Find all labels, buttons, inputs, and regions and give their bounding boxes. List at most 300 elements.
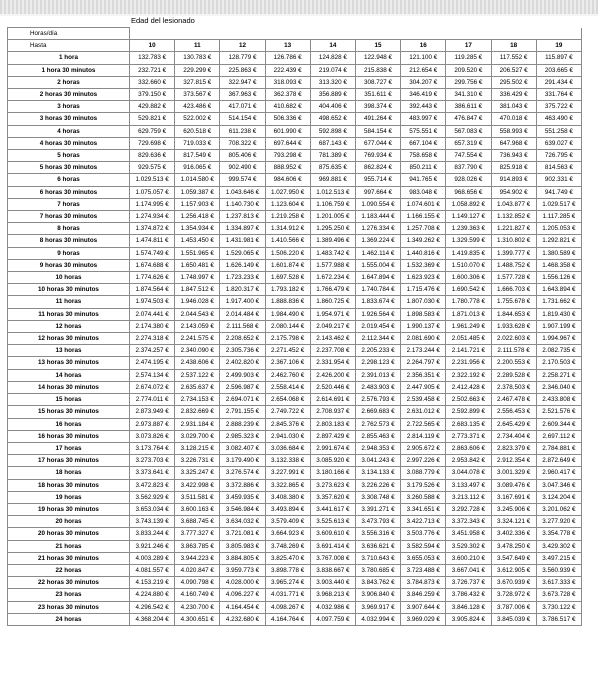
table-cell: 1.529.065 € <box>220 247 265 259</box>
table-cell: 232.721 € <box>130 64 175 76</box>
table-cell: 1.844.653 € <box>491 308 536 320</box>
table-cell: 3.422.713 € <box>401 516 446 528</box>
table-cell: 2.044.543 € <box>175 308 220 320</box>
table-row <box>8 89 582 101</box>
table-cell: 1.474.811 € <box>130 235 175 247</box>
table-cell: 3.833.244 € <box>130 528 175 540</box>
table-cell: 1.626.149 € <box>220 259 265 271</box>
table-cell: 551.258 € <box>536 125 581 137</box>
table-row <box>8 516 582 528</box>
table-cell: 1.647.894 € <box>355 272 400 284</box>
age-header: 15 <box>355 40 400 52</box>
table-cell: 1.380.589 € <box>536 247 581 259</box>
table-cell: 410.682 € <box>265 101 310 113</box>
table-cell: 1.577.728 € <box>491 272 536 284</box>
table-cell: 1.043.877 € <box>491 198 536 210</box>
table-cell: 2.855.463 € <box>355 430 400 442</box>
table-row <box>8 150 582 162</box>
table-cell: 1.256.418 € <box>175 211 220 223</box>
table-cell: 2.170.503 € <box>536 357 581 369</box>
table-cell: 1.314.912 € <box>265 223 310 235</box>
age-header: 19 <box>536 40 581 52</box>
table-cell: 3.786.432 € <box>446 589 491 601</box>
table-cell: 888.952 € <box>265 162 310 174</box>
table-cell: 1.201.005 € <box>310 211 355 223</box>
row-label: 8 horas <box>8 223 130 235</box>
row-label: 1 hora 30 minutos <box>8 64 130 76</box>
table-cell: 814.563 € <box>536 162 581 174</box>
table-cell: 1.926.564 € <box>355 308 400 320</box>
table-cell: 2.374.257 € <box>130 345 175 357</box>
table-cell: 225.863 € <box>220 64 265 76</box>
row-label: 6 horas 30 minutos <box>8 186 130 198</box>
table-cell: 1.555.004 € <box>355 259 400 271</box>
table-cell: 386.611 € <box>446 101 491 113</box>
table-cell: 1.780.778 € <box>446 296 491 308</box>
table-cell: 1.933.628 € <box>491 320 536 332</box>
table-cell: 4.003.289 € <box>130 552 175 564</box>
table-cell: 2.022.603 € <box>491 333 536 345</box>
table-cell: 3.324.121 € <box>491 516 536 528</box>
header-row-ages <box>8 40 582 52</box>
table-cell: 3.041.243 € <box>355 455 400 467</box>
table-cell: 2.049.217 € <box>310 320 355 332</box>
table-cell: 1.731.662 € <box>536 296 581 308</box>
table-cell: 2.143.462 € <box>310 333 355 345</box>
table-cell: 3.134.133 € <box>355 467 400 479</box>
table-cell: 1.672.234 € <box>310 272 355 284</box>
table-cell: 3.903.440 € <box>310 577 355 589</box>
table-cell: 3.373.641 € <box>130 467 175 479</box>
table-cell: 677.044 € <box>355 137 400 149</box>
table-cell: 3.905.824 € <box>446 613 491 625</box>
table-cell: 1.292.821 € <box>536 235 581 247</box>
table-cell: 726.795 € <box>536 150 581 162</box>
row-label: 17 horas <box>8 442 130 454</box>
table-cell: 2.537.122 € <box>175 369 220 381</box>
row-label: 9 horas <box>8 247 130 259</box>
table-cell: 1.674.688 € <box>130 259 175 271</box>
table-cell: 1.984.490 € <box>265 308 310 320</box>
table-cell: 817.549 € <box>175 150 220 162</box>
row-label: 16 horas <box>8 418 130 430</box>
table-cell: 2.683.135 € <box>446 418 491 430</box>
table-cell: 2.635.637 € <box>175 381 220 393</box>
table-cell: 3.213.112 € <box>446 491 491 503</box>
table-row <box>8 503 582 515</box>
table-cell: 2.289.528 € <box>491 369 536 381</box>
table-cell: 3.582.594 € <box>401 540 446 552</box>
table-cell: 4.081.557 € <box>130 564 175 576</box>
row-label: 15 horas 30 minutos <box>8 406 130 418</box>
table-cell: 4.032.986 € <box>310 601 355 613</box>
table-cell: 341.310 € <box>446 89 491 101</box>
table-cell: 2.322.192 € <box>446 369 491 381</box>
table-cell: 2.722.565 € <box>401 418 446 430</box>
table-cell: 2.991.674 € <box>310 442 355 454</box>
table-cell: 601.990 € <box>265 125 310 137</box>
table-cell: 375.722 € <box>536 101 581 113</box>
table-cell: 1.239.363 € <box>446 223 491 235</box>
row-label: 22 horas 30 minutos <box>8 577 130 589</box>
age-header: 17 <box>446 40 491 52</box>
table-cell: 667.104 € <box>401 137 446 149</box>
table-cell: 4.224.880 € <box>130 589 175 601</box>
table-cell: 2.592.899 € <box>446 406 491 418</box>
table-cell: 825.918 € <box>491 162 536 174</box>
table-cell: 2.888.239 € <box>220 418 265 430</box>
table-cell: 404.406 € <box>310 101 355 113</box>
table-cell: 3.227.991 € <box>265 467 310 479</box>
row-label: 17 horas 30 minutos <box>8 455 130 467</box>
table-cell: 902.490 € <box>220 162 265 174</box>
table-cell: 3.636.621 € <box>355 540 400 552</box>
table-cell: 1.329.599 € <box>446 235 491 247</box>
table-row <box>8 162 582 174</box>
table-cell: 2.143.059 € <box>175 320 220 332</box>
table-cell: 2.694.071 € <box>220 394 265 406</box>
table-cell: 2.231.956 € <box>446 357 491 369</box>
table-cell: 4.031.771 € <box>265 589 310 601</box>
table-row <box>8 101 582 113</box>
table-cell: 968.656 € <box>446 186 491 198</box>
row-label: 3 horas 30 minutos <box>8 113 130 125</box>
table-cell: 322.947 € <box>220 76 265 88</box>
table-cell: 222.439 € <box>265 64 310 76</box>
table-cell: 1.755.678 € <box>491 296 536 308</box>
compensation-table <box>7 27 582 626</box>
table-cell: 3.965.274 € <box>265 577 310 589</box>
table-cell: 4.230.700 € <box>175 601 220 613</box>
table-cell: 3.089.476 € <box>491 479 536 491</box>
table-cell: 2.669.683 € <box>355 406 400 418</box>
table-cell: 2.074.441 € <box>130 308 175 320</box>
table-cell: 1.295.250 € <box>310 223 355 235</box>
table-cell: 3.073.826 € <box>130 430 175 442</box>
table-cell: 362.378 € <box>265 89 310 101</box>
table-row <box>8 272 582 284</box>
table-cell: 1.574.749 € <box>130 247 175 259</box>
table-row <box>8 467 582 479</box>
table-cell: 997.664 € <box>355 186 400 198</box>
age-group-label: Edad del lesionado <box>131 16 195 25</box>
table-cell: 1.488.752 € <box>491 259 536 271</box>
table-cell: 299.756 € <box>446 76 491 88</box>
table-cell: 3.743.139 € <box>130 516 175 528</box>
table-cell: 2.467.478 € <box>491 394 536 406</box>
table-cell: 122.948 € <box>355 52 400 64</box>
table-row <box>8 418 582 430</box>
table-cell: 498.652 € <box>310 113 355 125</box>
table-row <box>8 235 582 247</box>
table-cell: 1.221.827 € <box>491 223 536 235</box>
table-cell: 736.943 € <box>491 150 536 162</box>
table-row <box>8 540 582 552</box>
table-cell: 3.634.032 € <box>220 516 265 528</box>
table-cell: 1.183.444 € <box>355 211 400 223</box>
table-cell: 1.399.777 € <box>491 247 536 259</box>
table-cell: 1.860.725 € <box>310 296 355 308</box>
table-cell: 3.748.269 € <box>265 540 310 552</box>
table-cell: 3.372.343 € <box>446 516 491 528</box>
table-cell: 1.059.387 € <box>175 186 220 198</box>
table-cell: 1.807.030 € <box>401 296 446 308</box>
table-cell: 115.897 € <box>536 52 581 64</box>
table-cell: 916.065 € <box>175 162 220 174</box>
table-cell: 423.486 € <box>175 101 220 113</box>
age-header: 12 <box>220 40 265 52</box>
row-label: 10 horas 30 minutos <box>8 284 130 296</box>
table-cell: 3.907.644 € <box>401 601 446 613</box>
table-cell: 2.274.318 € <box>130 333 175 345</box>
table-cell: 219.074 € <box>310 64 355 76</box>
table-cell: 2.173.244 € <box>401 345 446 357</box>
table-cell: 3.493.894 € <box>265 503 310 515</box>
table-cell: 781.389 € <box>310 150 355 162</box>
table-cell: 3.441.617 € <box>310 503 355 515</box>
table-cell: 2.208.652 € <box>220 333 265 345</box>
table-cell: 356.889 € <box>310 89 355 101</box>
table-cell: 1.723.233 € <box>220 272 265 284</box>
table-cell: 1.274.934 € <box>130 211 175 223</box>
table-cell: 983.048 € <box>401 186 446 198</box>
row-label: 13 horas <box>8 345 130 357</box>
row-label: 18 horas 30 minutos <box>8 479 130 491</box>
table-cell: 2.412.428 € <box>446 381 491 393</box>
table-cell: 2.708.937 € <box>310 406 355 418</box>
table-cell: 3.260.588 € <box>401 491 446 503</box>
table-cell: 1.551.965 € <box>175 247 220 259</box>
table-cell: 4.090.798 € <box>175 577 220 589</box>
table-cell: 304.207 € <box>401 76 446 88</box>
table-cell: 1.601.874 € <box>265 259 310 271</box>
table-cell: 747.554 € <box>446 150 491 162</box>
table-cell: 2.873.949 € <box>130 406 175 418</box>
table-cell: 2.521.576 € <box>536 406 581 418</box>
table-cell: 3.201.062 € <box>536 503 581 515</box>
table-cell: 1.440.816 € <box>401 247 446 259</box>
table-cell: 2.931.184 € <box>175 418 220 430</box>
row-label: 13 horas 30 minutos <box>8 357 130 369</box>
table-cell: 3.547.649 € <box>491 552 536 564</box>
table-cell: 3.730.122 € <box>536 601 581 613</box>
table-cell: 1.419.835 € <box>446 247 491 259</box>
table-cell: 3.884.805 € <box>220 552 265 564</box>
table-cell: 567.083 € <box>446 125 491 137</box>
header-row-top <box>8 28 582 40</box>
table-cell: 3.653.034 € <box>130 503 175 515</box>
table-cell: 3.906.840 € <box>355 589 400 601</box>
table-cell: 1.577.988 € <box>310 259 355 271</box>
table-cell: 2.749.722 € <box>265 406 310 418</box>
table-cell: 291.434 € <box>536 76 581 88</box>
table-cell: 506.336 € <box>265 113 310 125</box>
table-cell: 2.111.578 € <box>491 345 536 357</box>
table-cell: 332.660 € <box>130 76 175 88</box>
row-label: 4 horas <box>8 125 130 137</box>
table-cell: 3.612.905 € <box>491 564 536 576</box>
table-cell: 2.438.606 € <box>175 357 220 369</box>
table-cell: 3.167.691 € <box>491 491 536 503</box>
row-label: 10 horas <box>8 272 130 284</box>
table-row <box>8 613 582 625</box>
table-cell: 2.447.905 € <box>401 381 446 393</box>
table-cell: 3.728.972 € <box>491 589 536 601</box>
table-cell: 2.298.123 € <box>355 357 400 369</box>
row-label: 23 horas 30 minutos <box>8 601 130 613</box>
table-row <box>8 442 582 454</box>
table-cell: 2.019.454 € <box>355 320 400 332</box>
table-cell: 2.520.446 € <box>310 381 355 393</box>
table-cell: 629.759 € <box>130 125 175 137</box>
table-cell: 3.691.414 € <box>310 540 355 552</box>
table-cell: 3.044.078 € <box>446 467 491 479</box>
table-cell: 470.018 € <box>491 113 536 125</box>
row-label: 14 horas <box>8 369 130 381</box>
table-cell: 327.815 € <box>175 76 220 88</box>
table-cell: 3.292.728 € <box>446 503 491 515</box>
table-cell: 3.968.213 € <box>310 589 355 601</box>
table-cell: 3.341.651 € <box>401 503 446 515</box>
table-cell: 367.963 € <box>220 89 265 101</box>
table-cell: 3.673.728 € <box>536 589 581 601</box>
table-cell: 2.080.144 € <box>265 320 310 332</box>
age-header: 16 <box>401 40 446 52</box>
table-cell: 3.088.779 € <box>401 467 446 479</box>
table-cell: 1.166.155 € <box>401 211 446 223</box>
table-cell: 2.872.649 € <box>536 455 581 467</box>
table-cell: 336.429 € <box>491 89 536 101</box>
table-cell: 3.036.684 € <box>265 442 310 454</box>
row-label: 19 horas 30 minutos <box>8 503 130 515</box>
row-label: 7 horas <box>8 198 130 210</box>
table-cell: 1.140.730 € <box>220 198 265 210</box>
table-row <box>8 174 582 186</box>
table-cell: 1.029.513 € <box>130 174 175 186</box>
table-cell: 476.847 € <box>446 113 491 125</box>
table-cell: 3.845.039 € <box>491 613 536 625</box>
table-cell: 3.422.998 € <box>175 479 220 491</box>
table-cell: 1.556.126 € <box>536 272 581 284</box>
table-cell: 2.237.708 € <box>310 345 355 357</box>
table-cell: 2.614.691 € <box>310 394 355 406</box>
table-cell: 1.431.981 € <box>220 235 265 247</box>
table-cell: 639.027 € <box>536 137 581 149</box>
table-cell: 1.483.742 € <box>310 247 355 259</box>
row-label: 14 horas 30 minutos <box>8 381 130 393</box>
table-cell: 3.179.490 € <box>220 455 265 467</box>
table-cell: 491.264 € <box>355 113 400 125</box>
table-cell: 3.959.773 € <box>220 564 265 576</box>
table-cell: 3.921.246 € <box>130 540 175 552</box>
table-row <box>8 455 582 467</box>
table-cell: 2.773.371 € <box>446 430 491 442</box>
table-cell: 2.258.271 € <box>536 369 581 381</box>
table-cell: 4.160.749 € <box>175 589 220 601</box>
table-cell: 1.205.053 € <box>536 223 581 235</box>
table-cell: 3.451.958 € <box>446 528 491 540</box>
table-cell: 2.912.354 € <box>491 455 536 467</box>
table-cell: 3.277.920 € <box>536 516 581 528</box>
table-cell: 1.990.137 € <box>401 320 446 332</box>
table-cell: 2.574.134 € <box>130 369 175 381</box>
table-cell: 2.654.068 € <box>265 394 310 406</box>
table-cell: 1.219.258 € <box>265 211 310 223</box>
table-cell: 3.688.745 € <box>175 516 220 528</box>
table-cell: 3.372.886 € <box>220 479 265 491</box>
row-label: 12 horas <box>8 320 130 332</box>
table-row <box>8 491 582 503</box>
table-row <box>8 52 582 64</box>
table-row <box>8 64 582 76</box>
table-row <box>8 296 582 308</box>
table-row <box>8 369 582 381</box>
table-cell: 1.074.601 € <box>401 198 446 210</box>
table-cell: 3.029.700 € <box>175 430 220 442</box>
table-cell: 4.300.651 € <box>175 613 220 625</box>
row-label: 20 horas <box>8 516 130 528</box>
table-cell: 1.874.564 € <box>130 284 175 296</box>
table-cell: 1.027.950 € <box>265 186 310 198</box>
table-cell: 4.164.764 € <box>265 613 310 625</box>
table-cell: 2.340.090 € <box>175 345 220 357</box>
table-cell: 1.833.674 € <box>355 296 400 308</box>
table-cell: 1.847.512 € <box>175 284 220 296</box>
table-cell: 1.888.836 € <box>265 296 310 308</box>
table-cell: 3.863.785 € <box>175 540 220 552</box>
table-cell: 984.606 € <box>265 174 310 186</box>
table-cell: 2.558.414 € <box>265 381 310 393</box>
table-cell: 4.232.680 € <box>220 613 265 625</box>
table-cell: 1.374.872 € <box>130 223 175 235</box>
table-cell: 2.774.011 € <box>130 394 175 406</box>
table-cell: 373.567 € <box>175 89 220 101</box>
scan-gap <box>0 14 598 16</box>
table-cell: 3.325.247 € <box>175 467 220 479</box>
table-cell: 2.402.820 € <box>220 357 265 369</box>
table-cell: 1.907.199 € <box>536 320 581 332</box>
table-cell: 1.994.967 € <box>536 333 581 345</box>
table-cell: 1.748.997 € <box>175 272 220 284</box>
table-cell: 2.645.429 € <box>491 418 536 430</box>
table-cell: 4.098.267 € <box>265 601 310 613</box>
row-label: 5 horas <box>8 150 130 162</box>
table-cell: 429.882 € <box>130 101 175 113</box>
table-cell: 1.149.127 € <box>446 211 491 223</box>
table-cell: 1.106.759 € <box>310 198 355 210</box>
table-cell: 729.698 € <box>130 137 175 149</box>
table-cell: 1.310.802 € <box>491 235 536 247</box>
table-cell: 2.433.808 € <box>536 394 581 406</box>
row-label: 22 horas <box>8 564 130 576</box>
table-cell: 215.838 € <box>355 64 400 76</box>
table-cell: 941.765 € <box>401 174 446 186</box>
table-cell: 529.821 € <box>130 113 175 125</box>
table-cell: 2.426.200 € <box>310 369 355 381</box>
row-label: 20 horas 30 minutos <box>8 528 130 540</box>
row-label: 16 horas 30 minutos <box>8 430 130 442</box>
table-cell: 657.319 € <box>446 137 491 149</box>
table-cell: 1.029.517 € <box>536 198 581 210</box>
table-cell: 483.997 € <box>401 113 446 125</box>
table-cell: 2.832.669 € <box>175 406 220 418</box>
table-cell: 2.973.887 € <box>130 418 175 430</box>
table-cell: 954.902 € <box>491 186 536 198</box>
table-cell: 2.111.568 € <box>220 320 265 332</box>
row-label: 7 horas 30 minutos <box>8 211 130 223</box>
table-cell: 346.419 € <box>401 89 446 101</box>
row-label: 9 horas 30 minutos <box>8 259 130 271</box>
